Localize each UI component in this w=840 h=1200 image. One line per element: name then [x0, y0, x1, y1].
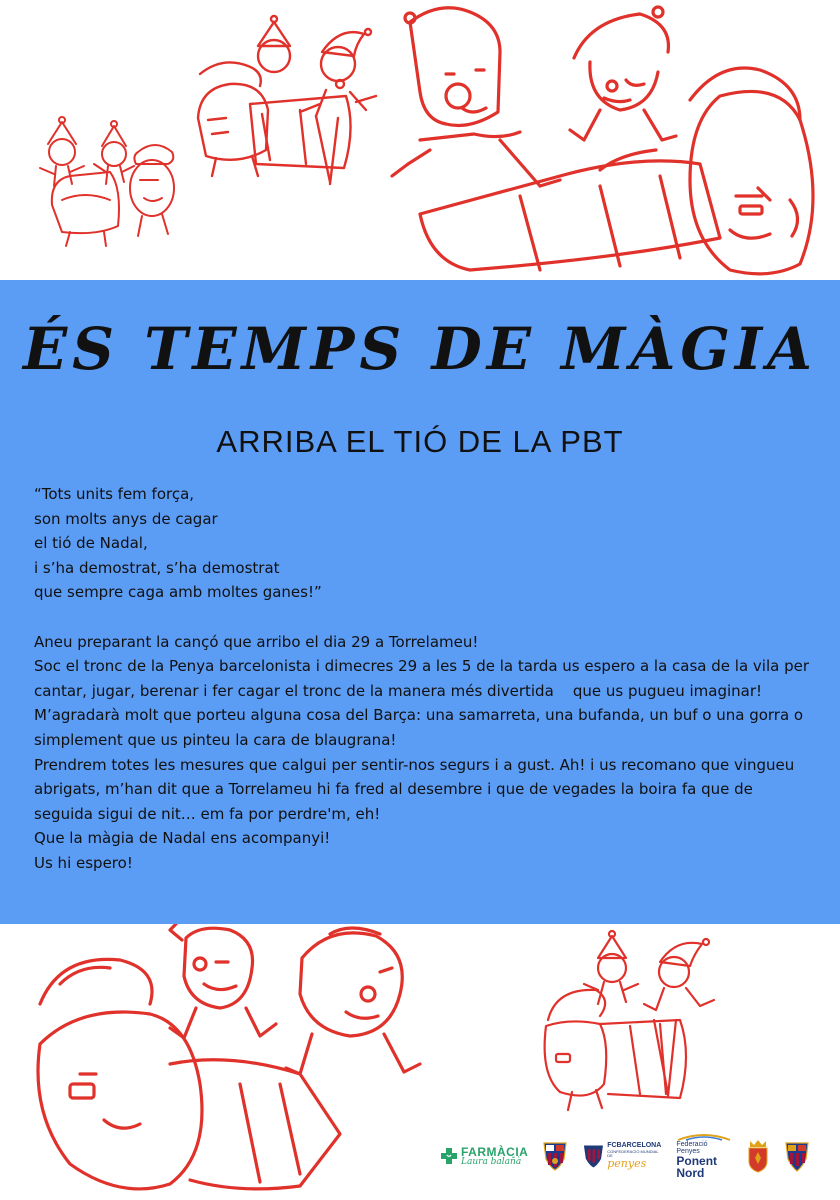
message-paragraph: Prendrem totes les mesures que calgui per sentir-nos segurs i a gust. Ah! i us recomano que vingueu abrigats, m’han dit que a Torrelameu hi fa fred al desembre i que de vegades la boira fa que de seguida sigui de nit… em fa por perdre'm, eh! — [34, 755, 795, 823]
ponent-name: Ponent Nord — [676, 1154, 718, 1180]
penya-crest-icon — [784, 1140, 810, 1172]
tio-illustration-small-right — [545, 931, 714, 1110]
tio-illustration-small-left — [40, 117, 174, 246]
green-cross-icon — [440, 1147, 458, 1165]
farmacia-owner: Laura balañà — [461, 1156, 522, 1167]
ponent-federation: Federació Penyes — [676, 1141, 708, 1155]
sponsor-logos — [440, 1132, 810, 1180]
sun-arc-icon — [676, 1133, 732, 1141]
poem-verses — [34, 482, 814, 605]
message-paragraph: Aneu preparant la cançó que arribo el dia 29 a Torrelameu! — [34, 632, 479, 651]
message-paragraph: M’agradarà molt que porteu alguna cosa del Barça: una samarreta, una bufanda, un buf o una gorra o simplement que us pinteu la cara de blaugrana! — [34, 706, 804, 749]
penyes-crest-icon — [582, 1143, 605, 1169]
tio-illustration-medium-center — [198, 16, 376, 184]
body-text — [34, 482, 814, 876]
invitation-message — [34, 630, 814, 876]
penyes-club-name: FCBARCELONA — [607, 1142, 662, 1150]
logo-ponent-nord — [676, 1133, 732, 1179]
logo-farmacia — [440, 1146, 528, 1167]
farmacia-name: FARMÀCIA — [461, 1144, 529, 1159]
municipal-coat-of-arms-icon — [746, 1139, 770, 1173]
message-paragraph: Soc el tronc de la Penya barcelonista i dimecres 29 a les 5 de la tarda us espero a la casa de la vila per cantar, jugar, berenar i fer cagar el tronc de la manera més divertida que us pugueu imaginar! — [34, 657, 814, 700]
logo-penya-barcelonista — [784, 1140, 810, 1172]
penyes-org-name: CONFEDERACIÓ MUNDIAL DE — [607, 1148, 659, 1158]
tio-illustration-large-right — [392, 7, 813, 274]
poem-line: son molts anys de cagar — [34, 509, 218, 528]
page-subtitle: ARRIBA EL TIÓ DE LA PBT — [216, 424, 624, 459]
page-title: ÉS TEMPS DE MÀGIA — [22, 315, 818, 383]
poem-line: el tió de Nadal, — [34, 534, 148, 553]
logo-municipality — [746, 1139, 770, 1173]
poem-line: i s’ha demostrat, s’ha demostrat — [34, 558, 280, 577]
poem-line: que sempre caga amb moltes ganes!” — [34, 583, 322, 602]
message-paragraph: Us hi espero! — [34, 853, 133, 872]
tio-illustration-large-left — [38, 924, 420, 1189]
poem-line: “Tots units fem força, — [34, 485, 195, 503]
logo-fc-barcelona — [542, 1141, 568, 1171]
message-paragraph: Que la màgia de Nadal ens acompanyi! — [34, 829, 331, 848]
fc-barcelona-crest-icon — [542, 1141, 568, 1171]
top-illustrations — [0, 0, 840, 280]
penyes-word: penyes — [607, 1157, 647, 1171]
logo-confederacio-penyes — [582, 1142, 662, 1169]
